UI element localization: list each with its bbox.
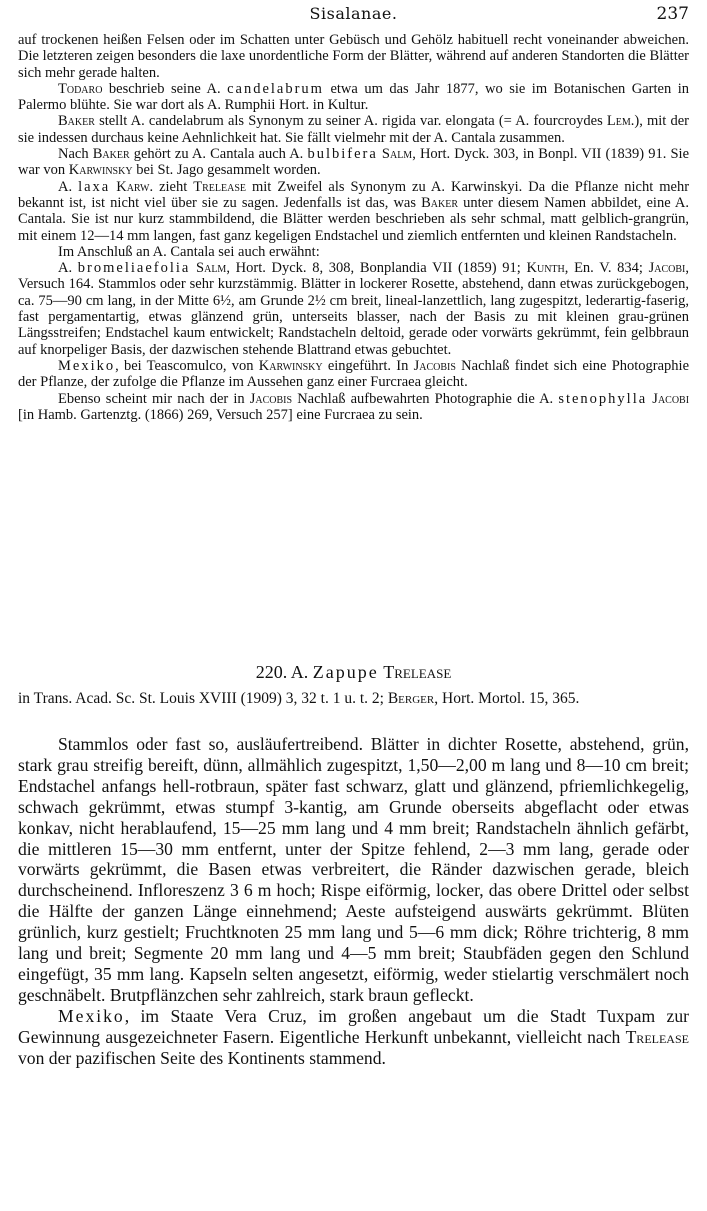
region-name: Mexiko [58,357,116,374]
author-name: Jacobis [413,357,456,374]
author-name: Baker [92,146,130,163]
author-name: Kunth [526,260,565,277]
author-name: Karw. [116,178,154,195]
citation-text: in Trans. Acad. Sc. St. Louis XVIII (1909) 3, 32 t. 1 u. t. 2; Berger, Hort. Mortol. 15, 365. [18,690,580,707]
author-name: Baker [421,194,459,211]
author-name: Jacobi [648,260,686,277]
species-description: Stammlos oder fast so, ausläufertreibend. Blätter in dichter Rosette, abstehend, grün, stark grau streifig bereift, dünn, allmählich zugespitzt, 1,50—2,00 m lang und 8—10 cm breit; Endstachel anfangs hell-rotbraun, später fast schwarz, glatt und glänzend, pfriemlichkegelig, schwach gekrümmt, etwas stumpf 3-kantig, am Grunde oberseits abgeflacht oder etwas konkav, nicht herablaufend, 15—25 mm lang und 4 mm breit; Randstacheln ähnlich gefärbt, die mittleren 15—30 mm entfernt, unter der Spitze fehlend, 2—3 mm lang, gerade oder vorwärts gekrümmt, die Basen etwas verbreitert, die Ränder dazwischen gerade, bleich durchscheinend. Infloreszenz 3 6 m hoch; Rispe eiförmig, locker, das obere Drittel oder selbst die Hälfte der ganzen Länge einnehmend; Aeste aufsteigend auswärts gekrümmt. Blüten grünlich, kurz gestielt; Fruchtknoten 25 mm lang und 5—6 mm dick; Röhre trichterig, 8 mm lang und breit; Segmente 20 mm lang und 4—5 mm breit; Staubfäden gegen den Schlund eingefügt, 35 mm lang. Kapseln selten angesetzt, eiförmig, weder stielartig verschmälert noch geschnäbelt. Brutpflänzchen sehr zahlreich, stark braun gefleckt. [18,734,689,1005]
description-block [18,734,689,1069]
author-name: Trelease [625,1026,689,1047]
paragraph-bromeliaefolia: A. bromeliaefolia Salm, Hort. Dyck. 8, 308, Bonplandia VII (1859) 91; Kunth, En. V. 834; Jacobi, Versuch 164. Stammlos oder sehr kurzstämmig. Blätter in lockerer Rosette, abstehend, dann etwas zurückgebogen, ca. 75—90 cm lang, in der Mitte 6½, am Grunde 2½ cm breit, lineal-lanzettlich, lang zugespitzt, lederartig-faserig, fast pergamentartig, etwas glänzend grün, unterseits blasser, nach der Basis zu mit kleinen grau-grünen Längsstreifen; Endstachel kaum entwickelt; Randstacheln deltoid, gerade oder vorwärts gekrümmt, fein gelbbraun auf knorpeliger Basis, der dazwischen stehende Blattrand etwas gebuchtet. [18,260,690,358]
upper-text-block [18,32,689,423]
paragraph-bulbifera: Nach Baker gehört zu A. Cantala auch A. bulbifera Salm, Hort. Dyck. 303, in Bonpl. VII (1839) 91. Sie war von Karwinsky bei St. Jago gesammelt worden. [18,146,690,179]
author-name: Berger [387,690,435,707]
author-name: Salm [196,260,227,277]
species-name: Zapupe [312,662,379,682]
author-name: Jacobi [652,390,690,407]
region-name: Mexiko [58,1005,125,1026]
paragraph-laxa: A. laxa Karw. zieht Trelease mit Zweifel als Synonym zu A. Karwinskyi. Da die Pflanze nicht mehr bekannt ist, ist nicht viel über sie zu sagen. Jedenfalls ist das, was Baker unter diesem Namen abbildet, eine A. Cantala. Sie ist nur kurz stammbildend, die Blätter werden beschrieben als sehr schmal, matt gelblich-grangrün, mit einem 12—14 mm langen, fast ganz kegeligen Endstachel und ziemlich entfernten und kleinen Randstacheln. [18,178,690,244]
paragraph-todaro: Todaro beschrieb seine A. candelabrum etwa um das Jahr 1877, wo sie im Botanischen Garten in Palermo blühte. Sie war dort als A. Rumphii Hort. in Kultur. [18,80,690,114]
author-name: Trelease [193,178,247,195]
paragraph-stenophylla: Ebenso scheint mir nach der in Jacobis Nachlaß aufbewahrten Photographie die A. stenophylla Jacobi [in Hamb. Gartenztg. (1866) 269, Versuch 257] eine Furcraea zu sein. [18,390,690,423]
paragraph-anschluss: Im Anschluß an A. Cantala sei auch erwähnt: [58,243,320,260]
species-name: stenophylla [558,390,648,407]
species-name: bulbifera [307,146,378,163]
page-header [18,4,689,28]
species-name: bromeliaefolia [77,260,191,277]
author-name: Todaro [58,80,103,97]
species-distribution: Mexiko, im Staate Vera Cruz, im großen angebaut um die Stadt Tuxpam zur Gewinnung ausgezeichneter Fasern. Eigentliche Herkunft unbekannt, vielleicht nach Trelease von der pazifischen Seite des Kontinents stammend. [18,1005,689,1068]
author-name: Karwinsky [258,357,323,374]
author-name: Lem. [606,113,635,130]
paragraph-habit: auf trockenen heißen Felsen oder im Schatten unter Gebüsch und Gehölz habituell recht voneinander abweichen. Die letzteren zeigen besonders die laxe unordentliche Form der Blätter, während auf anderen Standorten die Blätter sich mehr gerade halten. [18,32,689,81]
author-name: Karwinsky [68,162,133,179]
species-name: candelabrum [227,80,324,97]
species-entry-heading [18,662,689,683]
species-name: laxa [78,178,111,195]
citation-block [18,690,689,708]
author-name: Trelease [383,662,452,682]
page-number: 237 [656,4,689,24]
author-name: Jacobis [249,390,293,407]
author-name: Baker [58,113,95,130]
author-name: Salm [381,146,413,163]
paragraph-baker-synonym: Baker stellt A. candelabrum als Synonym zu seiner A. rigida var. elongata (= A. fourcroydes Lem.), mit der sie indessen durchaus keine Aehnlichkeit hat. Sie fällt vielmehr mit der A. Cantala zusammen. [18,113,690,146]
paragraph-distribution-bromeliaefolia: Mexiko, bei Teascomulco, von Karwinsky eingeführt. In Jacobis Nachlaß findet sich eine Photographie der Pflanze, der zufolge die Pflanze im Aussehen ganz einer Furcraea gleicht. [18,357,690,391]
running-title: Sisalanae. [309,4,398,23]
entry-number: 220. A. [255,662,309,682]
